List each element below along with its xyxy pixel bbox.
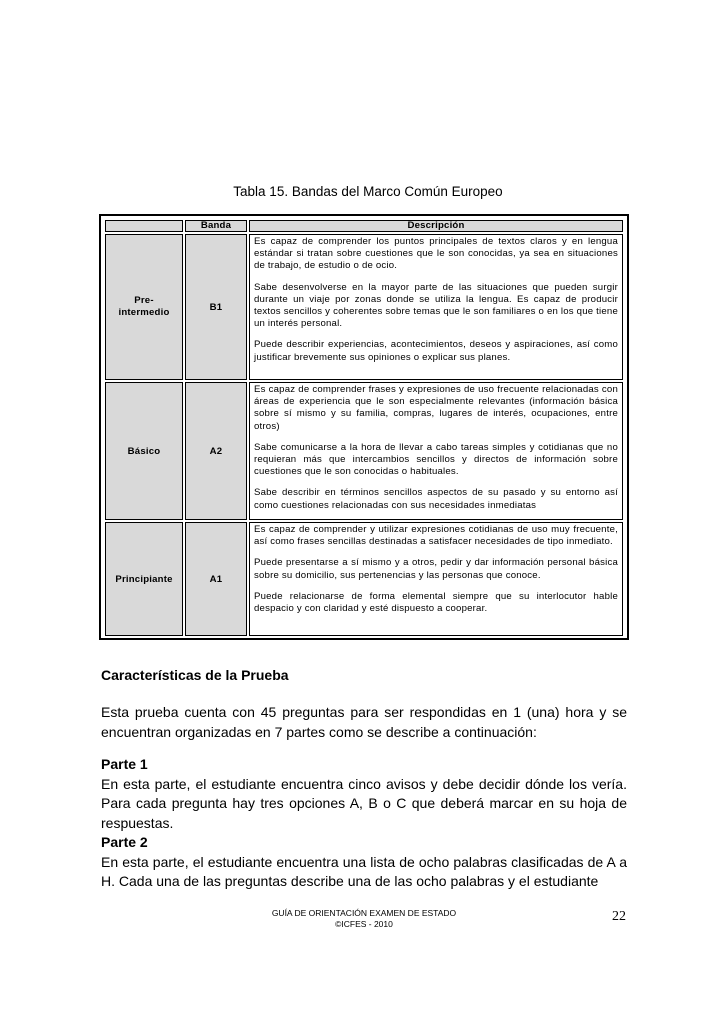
intro-paragraph: Esta prueba cuenta con 45 preguntas para ser respondidas en 1 (una) hora y se encuentran organizadas en 7 partes como se describe a continuación: (101, 704, 627, 740)
band-cell: B1 (185, 234, 247, 380)
part-text: En esta parte, el estudiante encuentra cinco avisos y debe decidir dónde los vería. Para cada pregunta hay tres opciones A, B o C que deberá marcar en su hoja de respuestas. (101, 775, 627, 831)
bands-table-frame (99, 214, 629, 640)
footer-title: GUÍA DE ORIENTACIÓN EXAMEN DE ESTADO (271, 908, 457, 918)
part-text: En esta parte, el estudiante encuentra una lista de ocho palabras clasificadas de A a H. Cada una de las preguntas describe una de las ocho palabras y el estudiante (101, 853, 627, 889)
table-header-row (105, 220, 623, 232)
part-title: Parte 1 (101, 756, 148, 772)
description-paragraph: Sabe comunicarse a la hora de llevar a cabo tareas simples y cotidianas que no requieran más que intercambios sencillos y directos de información sobre cuestiones que le son conocidas o habituales. (254, 441, 618, 478)
description-paragraph: Es capaz de comprender y utilizar expresiones cotidianas de uso muy frecuente, así como frases sencillas destinadas a satisfacer necesidades de tipo inmediato. (254, 524, 618, 548)
band-cell: A2 (185, 382, 247, 520)
level-cell: Principiante (105, 522, 183, 636)
description-paragraph: Es capaz de comprender los puntos principales de textos claros y en lengua estándar si tratan sobre cuestiones que le son conocidas, ya sea en situaciones de trabajo, de estudio o de ocio. (254, 236, 618, 272)
band-cell: A1 (185, 522, 247, 636)
description-paragraph: Puede describir experiencias, acontecimientos, deseos y aspiraciones, así como justificar brevemente sus opiniones o explicar sus planes. (254, 339, 618, 363)
description-paragraph: Puede relacionarse de forma elemental siempre que su interlocutor hable despacio y con claridad y esté dispuesto a cooperar. (254, 590, 618, 615)
table-row (105, 234, 623, 380)
bands-table (103, 218, 625, 638)
part-1-block (101, 755, 627, 833)
header-band: Banda (185, 220, 247, 232)
description-cell (249, 522, 623, 636)
section-heading: Características de la Prueba (101, 667, 289, 683)
header-level (105, 220, 183, 232)
level-cell: Pre- intermedio (105, 234, 183, 380)
description-cell (249, 382, 623, 520)
description-cell (249, 234, 623, 380)
description-paragraph: Sabe describir en términos sencillos aspectos de su pasado y su entorno así como cuestiones relacionadas con sus necesidades inmediatas (254, 487, 618, 511)
header-description: Descripción (249, 220, 623, 232)
table-row (105, 382, 623, 520)
table-caption: Tabla 15. Bandas del Marco Común Europeo (233, 184, 503, 199)
description-paragraph: Es capaz de comprender frases y expresiones de uso frecuente relacionadas con áreas de experiencia que le son especialmente relevantes (información básica sobre sí mismo y su familia, compras, lugares de interés, ocupaciones, entre otros) (254, 384, 618, 432)
footer-copyright: ©ICFES - 2010 (335, 919, 393, 929)
part-title: Parte 2 (101, 834, 148, 850)
description-paragraph: Sabe desenvolverse en la mayor parte de las situaciones que pueden surgir durante un viaje por zonas donde se utiliza la lengua. Es capaz de producir textos sencillos y coherentes sobre temas que le son familiares o en los que tiene un interés personal. (254, 281, 618, 330)
table-row (105, 522, 623, 636)
level-cell: Básico (105, 382, 183, 520)
description-paragraph: Puede presentarse a sí mismo y a otros, pedir y dar información personal básica sobre su domicilio, sus pertenencias y las personas que conoce. (254, 557, 618, 581)
part-2-block (101, 833, 627, 892)
page-number: 22 (612, 909, 626, 924)
